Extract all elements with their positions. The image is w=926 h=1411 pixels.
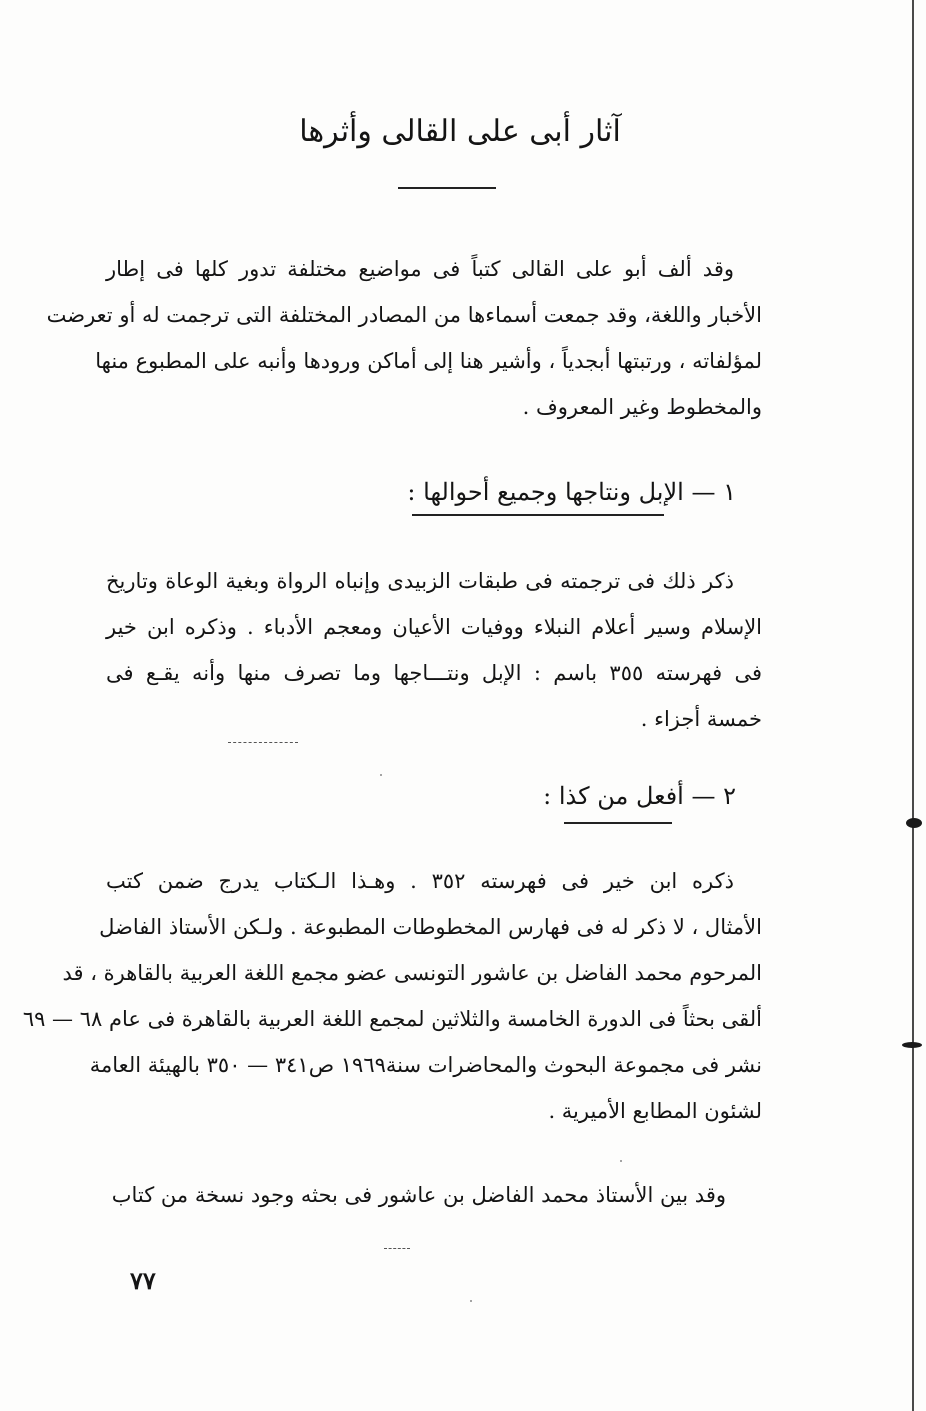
text-line: الأخبار واللغة، وقد جمعت أسماءها من المصادر المختلفة التى ترجمت له أو تعرضت xyxy=(46,303,762,327)
text-line: المرحوم محمد الفاضل بن عاشور التونسى عضو مجمع اللغة العربية بالقاهرة ، قد xyxy=(62,961,762,985)
continuation-paragraph xyxy=(111,1172,762,1218)
scan-speck xyxy=(380,774,382,776)
text-line: ألقى بحثاً فى الدورة الخامسة والثلاثين لمجمع اللغة العربية بالقاهرة فى عام ٦٨ — ٦٩ xyxy=(22,1007,762,1031)
text-line: ذكره ابن خير فى فهرسته ٣٥٢ . وهـذا الـكتاب يدرج ضمن كتب xyxy=(106,869,734,893)
text-line: فى فهرسته ٣٥٥ باسم : الإبل ونتـــاجها وما تصرف منها وأنه يقـع فى xyxy=(106,661,762,685)
text-line: ذكر ذلك فى ترجمته فى طبقات الزبيدى وإنباه الرواة وبغية الوعاة وتاريخ xyxy=(106,569,734,593)
text-line: لشئون المطابع الأميرية . xyxy=(548,1099,762,1123)
section-heading: ١ — الإبل ونتاجها وجميع أحوالها : xyxy=(407,478,736,506)
heading-underline xyxy=(412,514,664,516)
section-heading: ٢ — أفعل من كذا : xyxy=(543,782,736,810)
page-number: ٧٧ xyxy=(130,1266,156,1295)
heading-underline xyxy=(564,822,672,824)
text-line: الأمثال ، لا ذكر له فى فهارس المخطوطات المطبوعة . ولـكن الأستاذ الفاضل xyxy=(99,915,762,939)
scan-speck xyxy=(620,1160,622,1162)
title-underline xyxy=(398,187,496,189)
scan-speck xyxy=(470,1300,472,1302)
text-line: والمخطوط وغير المعروف . xyxy=(522,395,762,419)
page-title: آثار أبى على القالى وأثرها xyxy=(299,114,621,149)
text-line: وقد ألف أبو على القالى كتباً فى مواضيع مختلفة تدور كلها فى إطار xyxy=(106,257,734,281)
faint-rule xyxy=(228,742,298,744)
section-paragraph xyxy=(106,558,762,742)
edge-mark xyxy=(906,818,922,828)
edge-mark xyxy=(902,1042,922,1048)
text-line: نشر فى مجموعة البحوث والمحاضرات سنة١٩٦٩ ص٣٤١ — ٣٥٠ بالهيئة العامة xyxy=(89,1053,762,1077)
text-line: خمسة أجزاء . xyxy=(640,707,762,731)
section-paragraph xyxy=(22,858,762,1134)
intro-paragraph xyxy=(46,246,762,430)
text-line: وقد بين الأستاذ محمد الفاضل بن عاشور فى بحثه وجود نسخة من كتاب xyxy=(111,1183,726,1207)
faint-rule xyxy=(384,1248,410,1250)
text-line: لمؤلفاته ، ورتبتها أبجدياً ، وأشير هنا إلى أماكن ورودها وأنبه على المطبوع منها xyxy=(95,349,762,373)
text-line: الإسلام وسير أعلام النبلاء ووفيات الأعيان ومعجم الأدباء . وذكره ابن خير xyxy=(106,615,762,639)
page-edge-line xyxy=(912,0,914,1411)
